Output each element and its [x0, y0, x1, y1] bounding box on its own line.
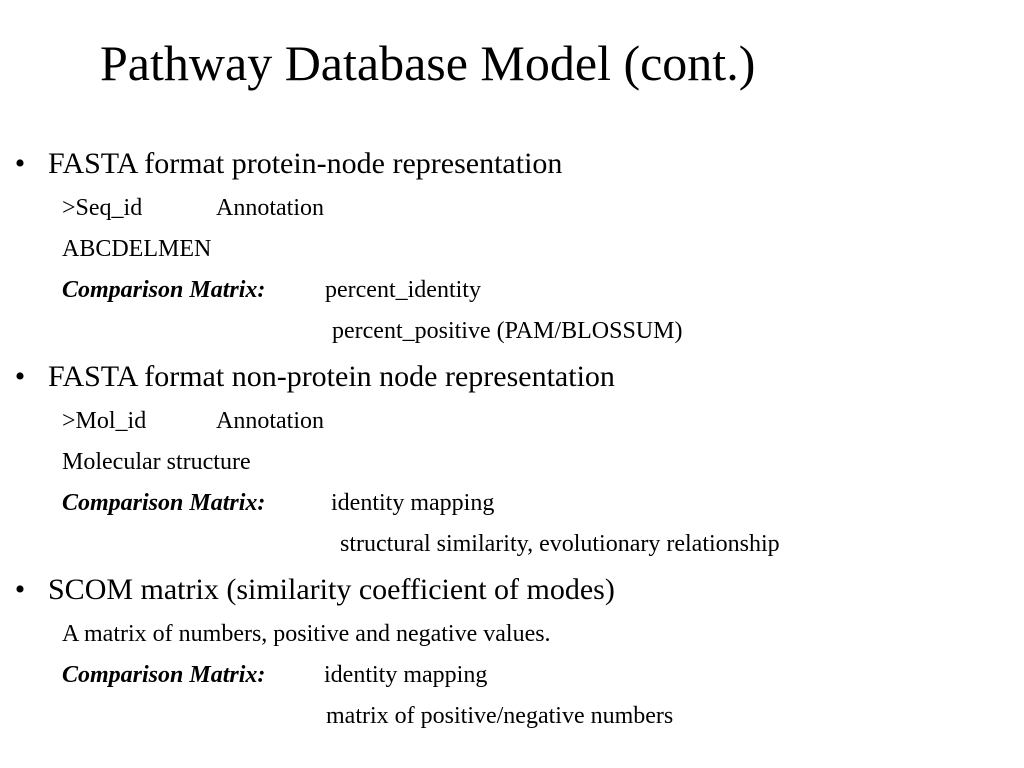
- bullet-heading: FASTA format protein-node representation: [48, 147, 563, 180]
- annotation-label: Annotation: [216, 408, 324, 434]
- bullet-icon: •: [14, 573, 26, 606]
- matrix-value: percent_positive (PAM/BLOSSUM): [332, 318, 683, 344]
- matrix-value: matrix of positive/negative numbers: [326, 703, 674, 729]
- bullet-heading: SCOM matrix (similarity coefficient of modes): [48, 573, 615, 606]
- matrix-value: identity mapping: [331, 490, 495, 516]
- matrix-value: structural similarity, evolutionary relationship: [340, 531, 780, 557]
- bullet-icon: •: [14, 147, 26, 180]
- structure-line: Molecular structure: [62, 449, 251, 475]
- matrix-description: A matrix of numbers, positive and negative values.: [62, 621, 551, 647]
- matrix-value: percent_identity: [325, 277, 481, 303]
- comparison-matrix-label: Comparison Matrix:: [62, 490, 266, 516]
- sequence-line: ABCDELMEN: [62, 236, 212, 262]
- comparison-matrix-label: Comparison Matrix:: [62, 662, 266, 688]
- comparison-matrix-label: Comparison Matrix:: [62, 277, 266, 303]
- mol-id-label: >Mol_id: [62, 408, 147, 434]
- annotation-label: Annotation: [216, 195, 324, 221]
- bullet-heading: FASTA format non-protein node representation: [48, 360, 615, 393]
- seq-id-label: >Seq_id: [62, 195, 143, 221]
- matrix-value: identity mapping: [324, 662, 488, 688]
- slide-title: Pathway Database Model (cont.): [100, 35, 756, 91]
- bullet-icon: •: [14, 360, 26, 393]
